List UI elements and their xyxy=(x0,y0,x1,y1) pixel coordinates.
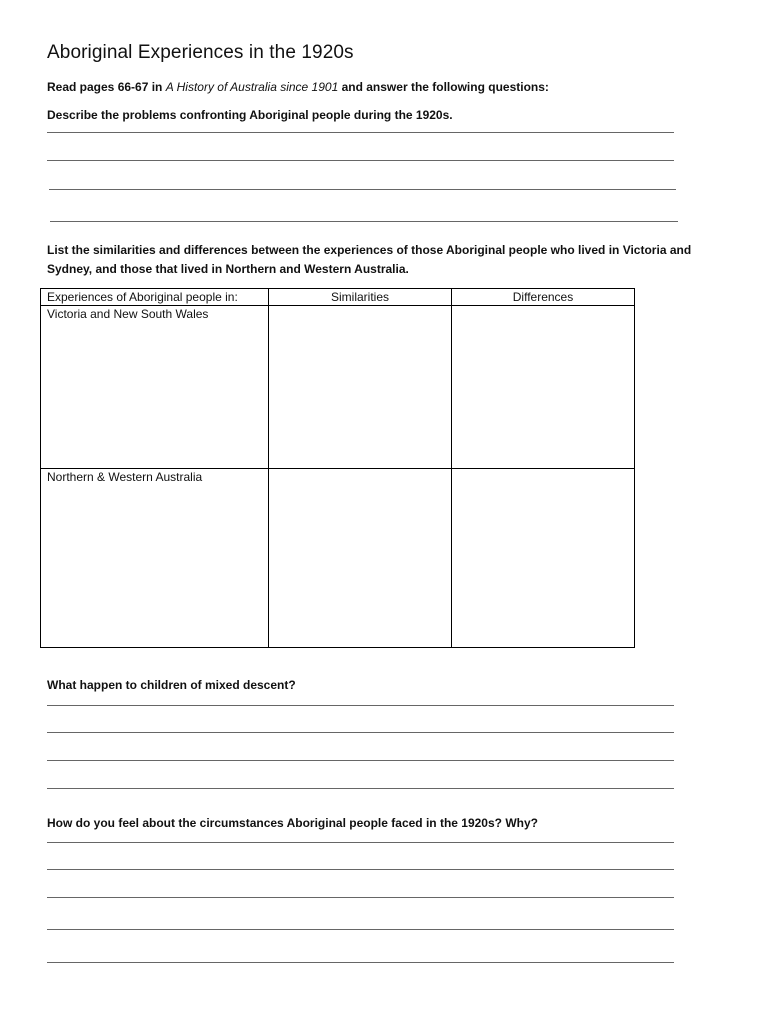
header-differences: Differences xyxy=(452,289,635,306)
answer-line-q1-2[interactable] xyxy=(47,160,674,161)
question-2 xyxy=(47,241,691,279)
cell-similarities-victoria-nsw[interactable] xyxy=(269,306,452,469)
header-region: Experiences of Aboriginal people in: xyxy=(41,289,269,306)
answer-line-q3-2[interactable] xyxy=(47,732,674,733)
answer-line-q1-3[interactable] xyxy=(49,189,676,190)
table-row xyxy=(41,306,635,469)
book-title: A History of Australia since 1901 xyxy=(165,80,339,94)
instructions-suffix: and answer the following questions: xyxy=(338,80,549,94)
question-2-line-2: Sydney, and those that lived in Northern and Western Australia. xyxy=(47,262,409,276)
answer-line-q3-3[interactable] xyxy=(47,760,674,761)
cell-differences-northern-western[interactable] xyxy=(452,469,635,648)
instructions xyxy=(47,80,549,94)
question-3: What happen to children of mixed descent? xyxy=(47,678,296,692)
answer-line-q4-4[interactable] xyxy=(47,929,674,930)
page-title: Aboriginal Experiences in the 1920s xyxy=(47,42,354,63)
row-label-victoria-nsw: Victoria and New South Wales xyxy=(41,306,269,469)
header-similarities: Similarities xyxy=(269,289,452,306)
question-4: How do you feel about the circumstances Aboriginal people faced in the 1920s? Why? xyxy=(47,816,538,830)
answer-line-q3-4[interactable] xyxy=(47,788,674,789)
answer-line-q3-1[interactable] xyxy=(47,705,674,706)
answer-line-q4-2[interactable] xyxy=(47,869,674,870)
question-2-line-1: List the similarities and differences between the experiences of those Aboriginal people who lived in Victoria and xyxy=(47,243,692,257)
answer-line-q4-1[interactable] xyxy=(47,842,674,843)
answer-line-q1-1[interactable] xyxy=(47,132,674,133)
comparison-table xyxy=(40,288,635,648)
answer-line-q4-5[interactable] xyxy=(47,962,674,963)
instructions-prefix: Read pages 66-67 in xyxy=(47,80,166,94)
table-row xyxy=(41,469,635,648)
row-label-northern-western: Northern & Western Australia xyxy=(41,469,269,648)
question-1: Describe the problems confronting Aboriginal people during the 1920s. xyxy=(47,108,453,122)
table-header-row xyxy=(41,289,635,306)
cell-differences-victoria-nsw[interactable] xyxy=(452,306,635,469)
answer-line-q1-4[interactable] xyxy=(50,221,678,222)
answer-line-q4-3[interactable] xyxy=(47,897,674,898)
cell-similarities-northern-western[interactable] xyxy=(269,469,452,648)
